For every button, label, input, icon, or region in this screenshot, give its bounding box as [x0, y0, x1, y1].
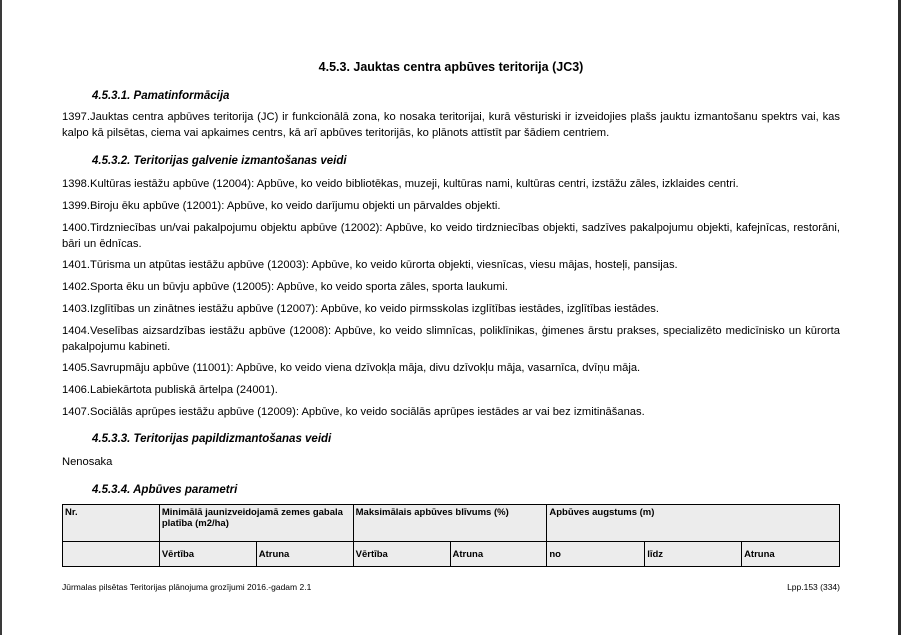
use-item-1407: 1407.Sociālās aprūpes iestāžu apbūve (12009): Apbūve, ko veido sociālās aprūpes iestādes ar vai bez izmitināšanas. [62, 406, 645, 418]
subsection-basic-info: 4.5.3.1. Pamatinformācija [92, 90, 230, 102]
subsection-main-uses: 4.5.3.2. Teritorijas galvenie izmantošanas veidi [92, 155, 347, 167]
subheader-height-from: no [547, 542, 645, 567]
page-edge-left [0, 0, 2, 635]
subheader-value-area: Vērtība [159, 542, 256, 567]
subheader-empty [63, 542, 160, 567]
use-item-1403: 1403.Izglītības un zinātnes iestāžu apbūve (12007): Apbūve, ko veido pirmsskolas izglītības iestādes, izglītības iestādes. [62, 303, 660, 315]
use-item-1402: 1402.Sporta ēku un būvju apbūve (12005): Apbūve, ko veido sporta zāles, sporta laukumi. [62, 281, 508, 293]
subheader-height-to: līdz [645, 542, 742, 567]
footer-page-number: Lpp.153 (334) [787, 582, 840, 592]
use-item-1400: 1400.Tirdzniecības un/vai pakalpojumu objektu apbūve (12002): Apbūve, ko veido tirdzniecības objekti, sadzīves pakalpojumu objekti, kafejnīcas, restorāni, bāri un ēdnīcas. [62, 222, 840, 250]
subsection-additional-uses: 4.5.3.3. Teritorijas papildizmantošanas veidi [92, 433, 332, 445]
use-item-1405: 1405.Savrupmāju apbūve (11001): Apbūve, ko veido viena dzīvokļa māja, divu dzīvokļu māja, vasarnīca, dvīņu māja. [62, 362, 641, 374]
use-item-1401: 1401.Tūrisma un atpūtas iestāžu apbūve (12003): Apbūve, ko veido kūrorta objekti, viesnīcas, viesu mājas, hosteļi, pansijas. [62, 259, 678, 271]
building-parameters-table [62, 504, 840, 567]
header-nr: Nr. [63, 505, 160, 542]
footer-document-title: Jūrmalas pilsētas Teritorijas plānojuma grozījumi 2016.-gadam 2.1 [62, 582, 312, 592]
header-max-density: Maksimālais apbūves blīvums (%) [353, 505, 547, 542]
use-item-1399: 1399.Biroju ēku apbūve (12001): Apbūve, ko veido darījumu objekti un pārvaldes objekti. [62, 200, 501, 212]
table-subheader-row [63, 542, 840, 567]
use-item-1404: 1404.Veselības aizsardzības iestāžu apbūve (12008): Apbūve, ko veido slimnīcas, poliklīnikas, ģimenes ārstu prakses, specializēto medicīnisko un kūrorta pakalpojumu kabineti. [62, 325, 840, 353]
header-min-area: Minimālā jaunizveidojamā zemes gabala platība (m2/ha) [159, 505, 353, 542]
paragraph-1397: 1397.Jauktas centra apbūves teritorija (JC) ir funkcionālā zona, ko nosaka teritorijai, kurā vēsturiski ir izveidojies plašs jauktu izmantošanu spektrs vai, kas kalpo kā pilsētas, ciema vai apkaimes centrs, kā arī apbūves teritorijās, ko plānots attīstīt par šādiem centriem. [62, 111, 840, 139]
header-building-height: Apbūves augstums (m) [547, 505, 840, 542]
use-item-1398: 1398.Kultūras iestāžu apbūve (12004): Apbūve, ko veido bibliotēkas, muzeji, kultūras nami, kultūras centri, izstāžu zāles, izklaides centri. [62, 178, 739, 190]
table-header-row [63, 505, 840, 542]
subheader-value-density: Vērtība [353, 542, 450, 567]
use-item-1406: 1406.Labiekārtota publiskā ārtelpa (24001). [62, 384, 278, 396]
subheader-note-height: Atruna [742, 542, 840, 567]
document-page [62, 0, 840, 635]
subsection-building-parameters: 4.5.3.4. Apbūves parametri [92, 484, 238, 496]
subheader-note-area: Atruna [256, 542, 353, 567]
additional-uses-value: Nenosaka [62, 456, 113, 468]
subheader-note-density: Atruna [450, 542, 547, 567]
section-title: 4.5.3. Jauktas centra apbūves teritorija (JC3) [318, 60, 584, 74]
